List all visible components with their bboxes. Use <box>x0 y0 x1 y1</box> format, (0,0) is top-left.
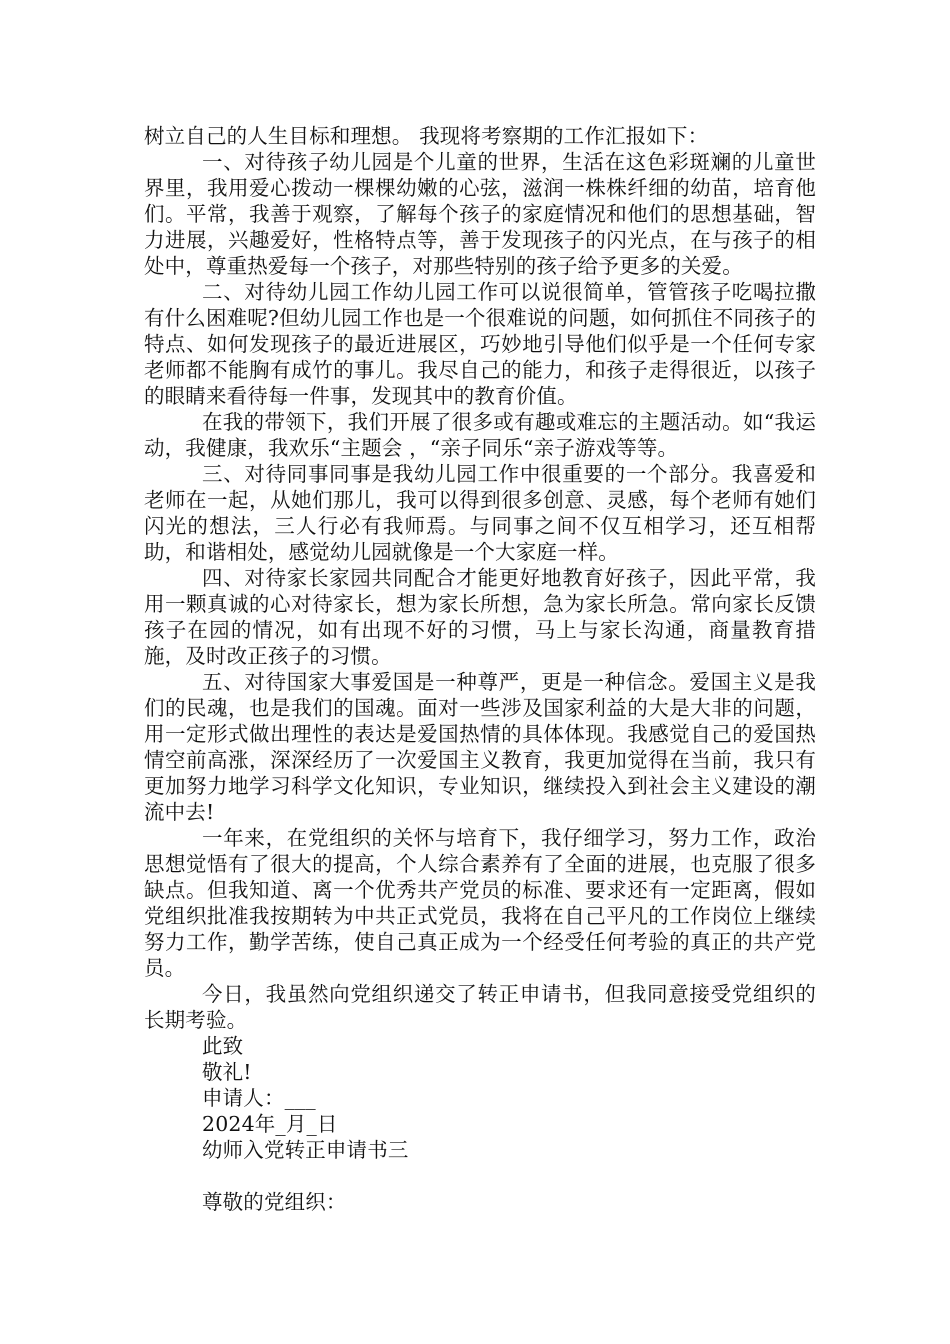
paragraph-activities: 在我的带领下，我们开展了很多或有趣或难忘的主题活动。如“我运动，我健康，我欢乐“主题会 ，“亲子同乐“亲子游戏等等。 <box>144 410 816 460</box>
paragraph-intro: 树立自己的人生目标和理想。 我现将考察期的工作汇报如下： <box>144 124 709 148</box>
closing-salutation: 此致 <box>202 1034 244 1058</box>
document-body <box>144 123 816 1215</box>
next-document-title: 幼师入党转正申请书三 <box>202 1138 409 1162</box>
paragraph-kindergarten-work: 二、对待幼儿园工作幼儿园工作可以说很简单，管管孩子吃喝拉撒有什么困难呢?但幼儿园工作也是一个很难说的问题，如何抓住不同孩子的特点、如何发现孩子的最近进展区，巧妙地引导他们似乎是一个任何专家老师都不能胸有成竹的事儿。我尽自己的能力，和孩子走得很近，以孩子的眼睛来看待每一件事，发现其中的教育价值。 <box>144 280 816 408</box>
paragraph-parents: 四、对待家长家园共同配合才能更好地教育好孩子，因此平常，我用一颗真诚的心对待家长，想为家长所想，急为家长所急。常向家长反馈孩子在园的情况，如有出现不好的习惯，马上与家长沟通，商量教育措施，及时改正孩子的习惯。 <box>144 566 816 668</box>
next-document-greeting: 尊敬的党组织： <box>202 1190 347 1214</box>
closing-regards: 敬礼! <box>202 1060 252 1084</box>
paragraph-children: 一、对待孩子幼儿园是个儿童的世界，生活在这色彩斑斓的儿童世界里，我用爱心拨动一棵棵幼嫩的心弦，滋润一株株纤细的幼苗，培育他们。平常，我善于观察，了解每个孩子的家庭情况和他们的思想基础，智力进展，兴趣爱好，性格特点等，善于发现孩子的闪光点，在与孩子的相处中，尊重热爱每一个孩子，对那些特别的孩子给予更多的关爱。 <box>144 150 816 278</box>
date-line: 2024年_月_日 <box>202 1112 338 1136</box>
paragraph-submission: 今日，我虽然向党组织递交了转正申请书，但我同意接受党组织的长期考验。 <box>144 982 816 1032</box>
applicant-line: 申请人：___ <box>202 1086 316 1110</box>
blank-line <box>144 1163 816 1189</box>
paragraph-year-summary: 一年来，在党组织的关怀与培育下，我仔细学习，努力工作，政治思想觉悟有了很大的提高，个人综合素养有了全面的进展，也克服了很多缺点。但我知道、离一个优秀共产党员的标准、要求还有一定距离，假如党组织批准我按期转为中共正式党员，我将在自己平凡的工作岗位上继续努力工作，勤学苦练，使自己真正成为一个经受任何考验的真正的共产党员。 <box>144 826 816 980</box>
paragraph-patriotism: 五、对待国家大事爱国是一种尊严，更是一种信念。爱国主义是我们的民魂，也是我们的国魂。面对一些涉及国家利益的大是大非的问题，用一定形式做出理性的表达是爱国热情的具体体现。我感觉自己的爱国热情空前高涨，深深经历了一次爱国主义教育，我更加觉得在当前，我只有更加努力地学习科学文化知识，专业知识，继续投入到社会主义建设的潮流中去! <box>144 670 816 824</box>
paragraph-colleagues: 三、对待同事同事是我幼儿园工作中很重要的一个部分。我喜爱和老师在一起，从她们那儿，我可以得到很多创意、灵感，每个老师有她们闪光的想法，三人行必有我师焉。与同事之间不仅互相学习，还互相帮助，和谐相处，感觉幼儿园就像是一个大家庭一样。 <box>144 462 816 564</box>
